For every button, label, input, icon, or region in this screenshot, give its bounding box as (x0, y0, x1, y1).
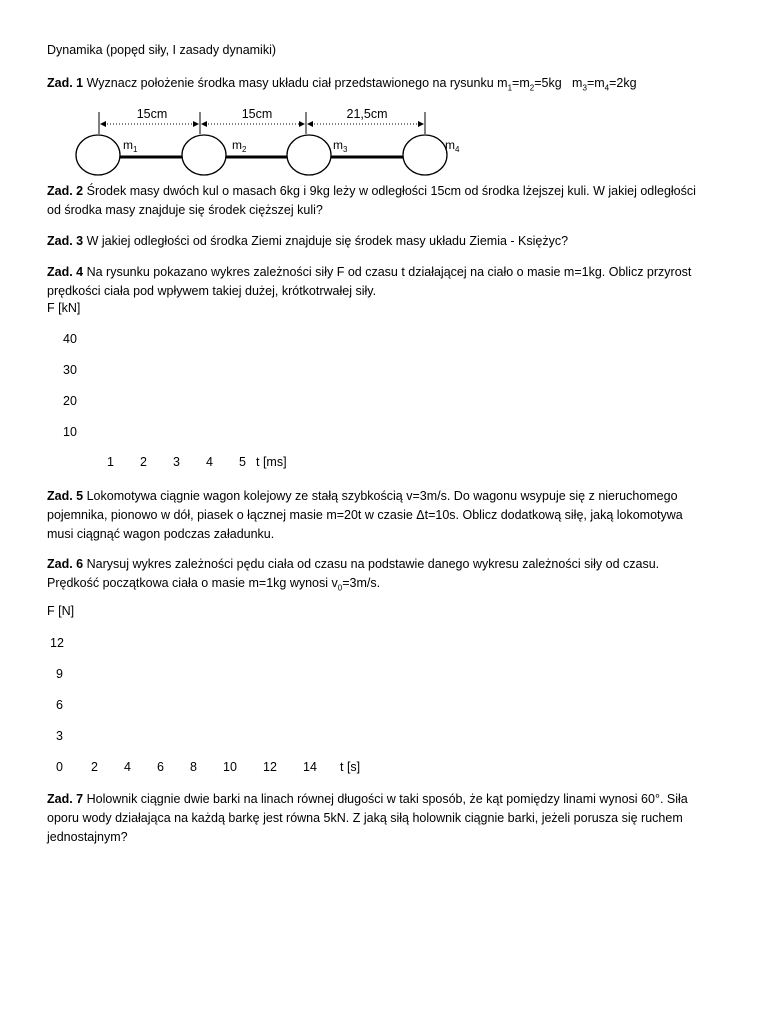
graph-2-x-tick: 2 (91, 760, 98, 774)
problem-5 (47, 487, 727, 544)
mass-subscript: 4 (604, 83, 610, 93)
arrowhead (418, 121, 424, 127)
graph-1-y-tick: 40 (63, 332, 77, 346)
problem-1-text: Wyznacz położenie środka masy układu ciał przedstawionego na rysunku (86, 76, 498, 90)
problem-7-text-line-1: Holownik ciągnie dwie barki na linach równej długości w taki sposób, że kąt pomiędzy linami wynosi 60°. Siła (86, 792, 688, 806)
mass-symbol: m (497, 76, 508, 90)
problem-4-text-line-2: prędkości ciała pod wpływem takiej dużej, krótkotrwałej siły. (47, 284, 377, 298)
problem-5-text-line-2: pojemnika, pionowo w dół, piasek o łącznej masie m=20t w czasie Δt=10s. Oblicz dodatkową siłę, jaką lokomotywa (47, 508, 683, 522)
mass-ball-1 (76, 135, 120, 175)
mass-equation: =m (512, 76, 530, 90)
graph-2-y-label: F [N] (47, 604, 75, 618)
graph-1-y-tick: 30 (63, 363, 77, 377)
graph-1-x-tick: 2 (140, 455, 147, 469)
arrowhead (299, 121, 305, 127)
mass-equation: =m (586, 76, 605, 90)
distance-label: 15cm (241, 107, 273, 121)
arrowhead (307, 121, 313, 127)
problem-4-label: Zad. 4 (47, 265, 84, 279)
graph-1-x-tick: 5 (239, 455, 246, 469)
mass-subscript: 1 (507, 83, 513, 93)
graph-2-x-tick: 8 (190, 760, 197, 774)
graph-2-x-tick: 10 (223, 760, 237, 774)
graph-1-y-label: F [kN] (47, 301, 81, 315)
graph-2-x-tick: 6 (157, 760, 164, 774)
graph-1-x-tick: 1 (107, 455, 114, 469)
problem-3 (47, 232, 727, 251)
graph-1-x-label: t [ms] (256, 455, 287, 469)
problem-2-text-line-1: Środek masy dwóch kul o masach 6kg i 9kg leży w odległości 15cm od środka lżejszej kuli. W jakiej odległości (86, 184, 696, 198)
arrowhead (100, 121, 106, 127)
problem-2 (47, 182, 727, 220)
graph-1-x-tick: 3 (173, 455, 180, 469)
problem-3-text: W jakiej odległości od środka Ziemi znajduje się środek masy układu Ziemia - Księżyc? (86, 234, 569, 248)
problem-7-label: Zad. 7 (47, 792, 84, 806)
graph-2-x-tick: 0 (56, 760, 63, 774)
page-title: Dynamika (popęd siły, I zasady dynamiki) (47, 43, 277, 57)
mass-subscript: 3 (582, 83, 587, 93)
graph-2-x-tick: 14 (303, 760, 317, 774)
problem-6 (47, 555, 727, 598)
problem-4 (47, 263, 727, 301)
mass-label-4: $m_4$ (445, 138, 460, 154)
problem-4-text-line-1: Na rysunku pokazano wykres zależności siły F od czasu t działającej na ciało o masie m=1kg. Oblicz przyrost (86, 265, 692, 279)
problem-6-text-line-1: Narysuj wykres zależności pędu ciała od czasu na podstawie danego wykresu zależności siły od czasu. (86, 557, 660, 571)
mass-label-3: $m_3$ (333, 138, 348, 154)
problem-1 (47, 76, 637, 93)
graph-2-y-tick: 9 (56, 667, 63, 681)
mass-equation: =2kg (609, 76, 637, 90)
mass-ball-2 (182, 135, 226, 175)
distance-label: 21,5cm (346, 107, 388, 121)
mass-ball-4 (403, 135, 447, 175)
arrowhead (193, 121, 199, 127)
problem-2-label: Zad. 2 (47, 184, 84, 198)
mass-ball-3 (287, 135, 331, 175)
problem-7-text-line-2: oporu wody działająca na każdą barkę jest równa 5kN. Z jaką siłą holownik ciągnie barki, jeżeli porusza się ruchem (47, 811, 683, 825)
graph-2-x-tick: 4 (124, 760, 131, 774)
distance-label: 15cm (136, 107, 168, 121)
problem-6-text-line-2: Prędkość początkowa ciała o masie m=1kg wynosi $v_0=3m/s$. (47, 576, 381, 593)
problem-3-label: Zad. 3 (47, 234, 84, 248)
graph-2-x-tick: 12 (263, 760, 277, 774)
graph-1-x-tick: 4 (206, 455, 213, 469)
graph-1-y-tick: 10 (63, 425, 77, 439)
problem-5-text-line-3: musi ciągnąć wagon podczas załadunku. (47, 527, 275, 541)
graph-2-x-label: t [s] (340, 760, 361, 774)
mass-system-figure (0, 100, 768, 180)
problem-5-text-line-1: Lokomotywa ciągnie wagon kolejowy ze stałą szybkością v=3m/s. Do wagonu wsypuje się z nieruchomego (86, 489, 678, 503)
mass-label-1: $m_1$ (123, 138, 138, 154)
graph-1-y-tick: 20 (63, 394, 77, 408)
mass-label-2: $m_2$ (232, 138, 247, 154)
problem-1-label: Zad. 1 (47, 76, 84, 90)
problem-7-text-line-3: jednostajnym? (47, 830, 128, 844)
mass-equation: =5kg m (534, 76, 583, 90)
problem-2-text-line-2: od środka masy znajduje się środek cięższej kuli? (47, 203, 323, 217)
arrowhead (201, 121, 207, 127)
graph-2-y-tick: 3 (56, 729, 63, 743)
graph-2-y-tick: 12 (50, 636, 64, 650)
problem-7 (47, 790, 727, 847)
graph-2-y-tick: 6 (56, 698, 63, 712)
mass-subscript: 2 (529, 83, 535, 93)
problem-6-label: Zad. 6 (47, 557, 84, 571)
problem-5-label: Zad. 5 (47, 489, 84, 503)
